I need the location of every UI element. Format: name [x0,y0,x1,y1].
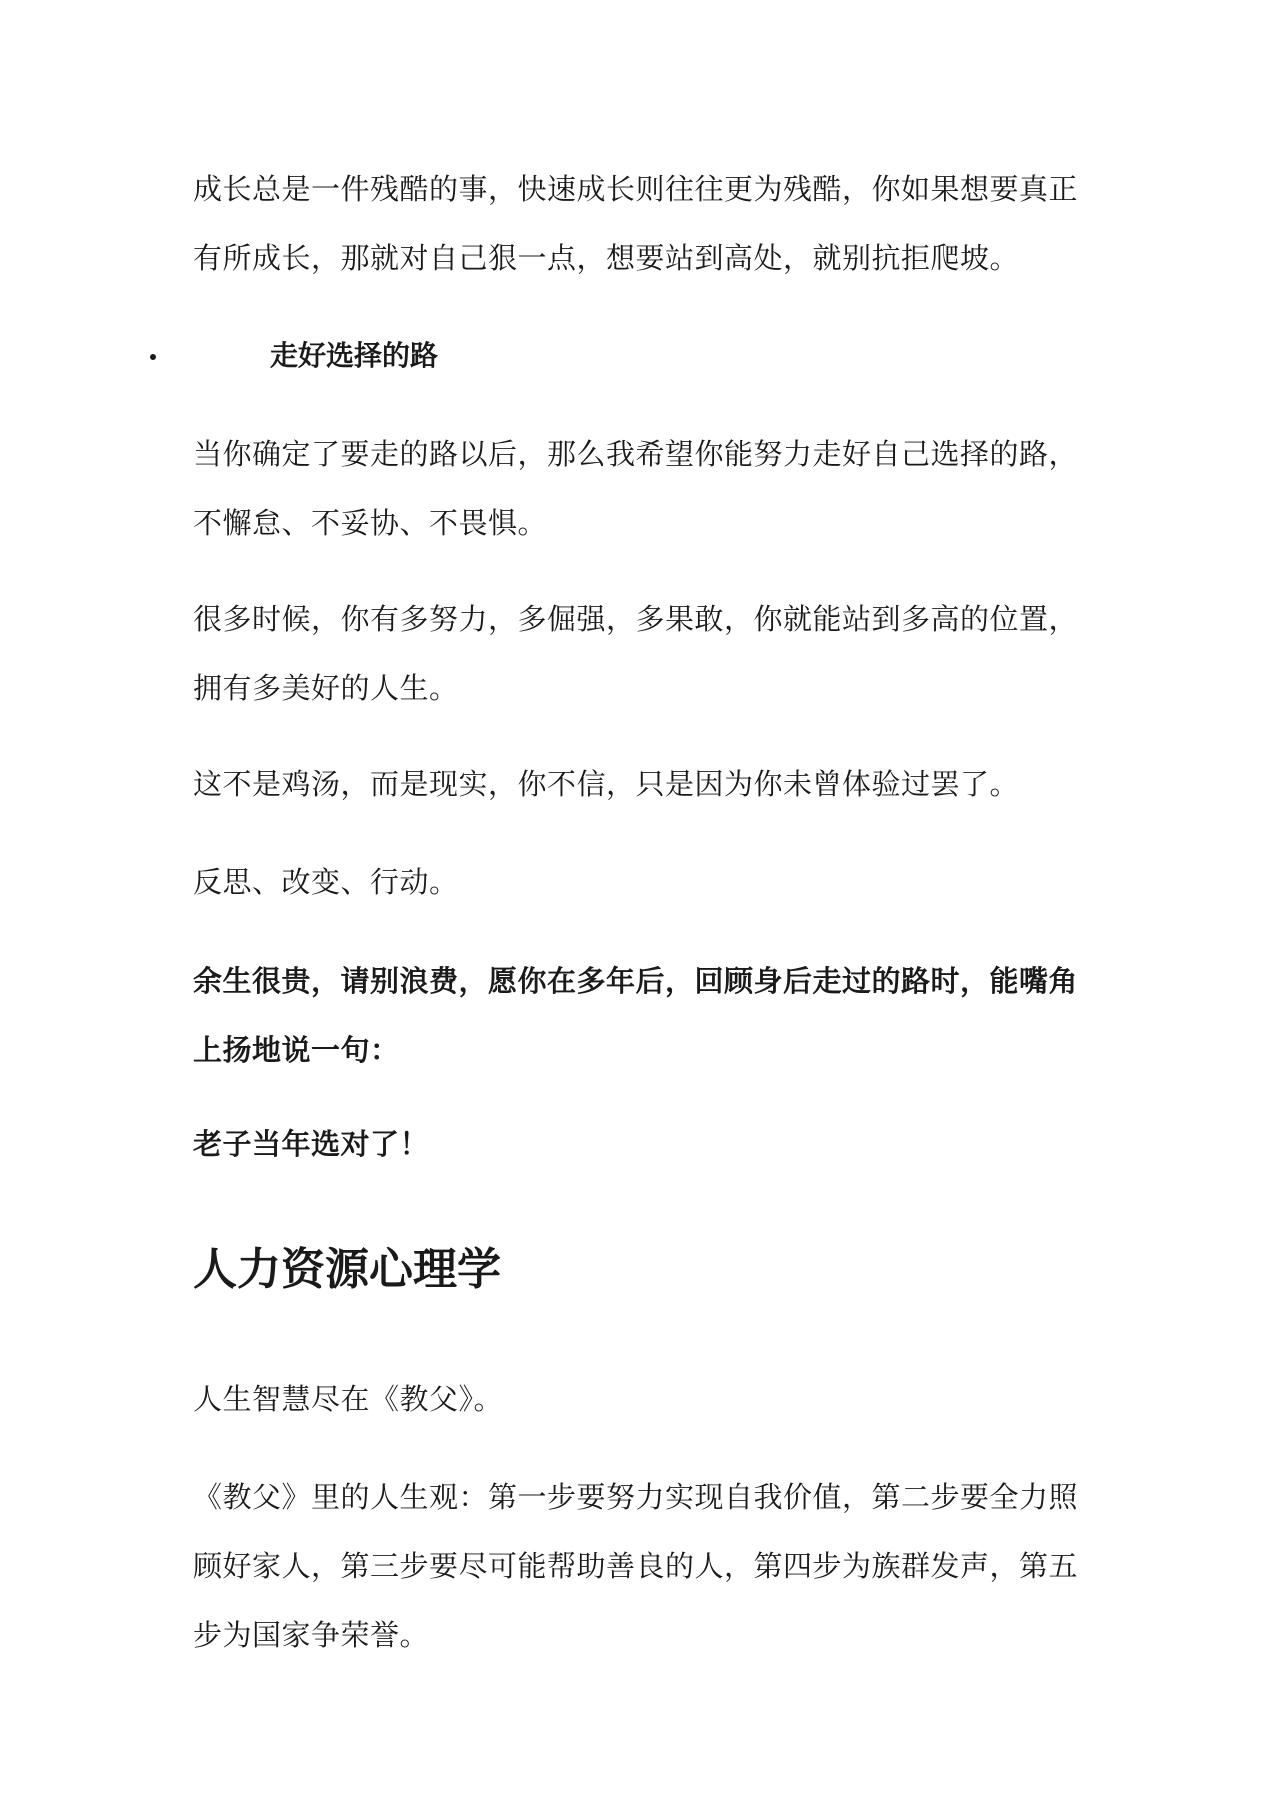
section-heading: 人力资源心理学 [193,1244,501,1295]
paragraph-godfather-wisdom: 人生智慧尽在《教父》。 [193,1382,504,1416]
paragraph-effort: 很多时候，你有多努力，多倔强，多果敢，你就能站到多高的位置，拥有多美好的人生。 [193,602,1079,705]
paragraph-chosen-path: 当你确定了要走的路以后，那么我希望你能努力走好自己选择的路，不懈怠、不妥协、不畏惧。 [193,437,1079,540]
paragraph-life-precious: 余生很贵，请别浪费，愿你在多年后，回顾身后走过的路时，能嘴角上扬地说一句： [193,964,1079,1067]
bullet-dot-icon [150,354,156,360]
bullet-item [150,330,1050,382]
paragraph-reflect: 反思、改变、行动。 [193,865,459,899]
paragraph-godfather-values: 《教父》里的人生观：第一步要努力实现自我价值，第二步要全力照顾好家人，第三步要尽可能帮助善良的人，第四步为族群发声，第五步为国家争荣誉。 [193,1480,1079,1652]
paragraph-growth: 成长总是一件残酷的事，快速成长则往往更为残酷，你如果想要真正有所成长，那就对自己狠一点，想要站到高处，就别抗拒爬坡。 [193,172,1079,275]
paragraph-reality: 这不是鸡汤，而是现实，你不信，只是因为你未曾体验过罢了。 [193,767,1020,801]
bullet-item-label: 走好选择的路 [270,339,439,372]
paragraph-right-choice: 老子当年选对了！ [193,1127,430,1161]
